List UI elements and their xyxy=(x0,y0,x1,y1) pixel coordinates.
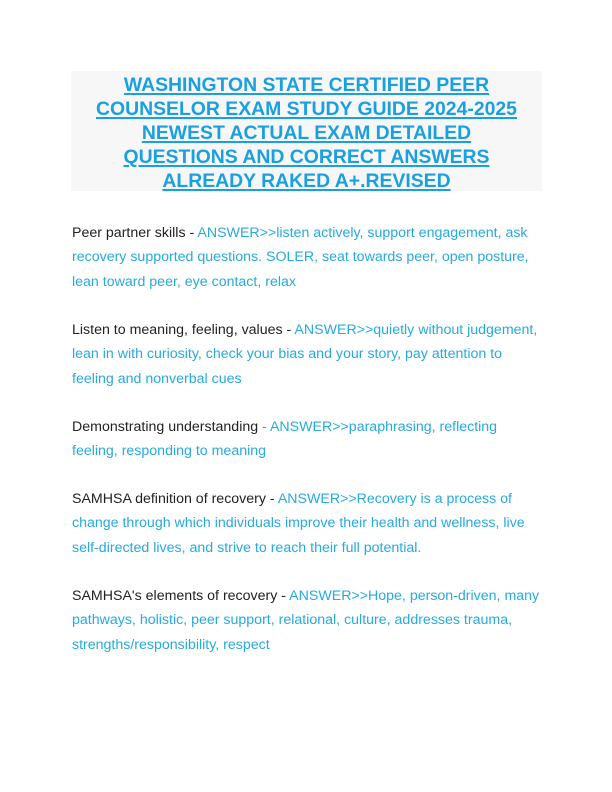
answer-text: ANSWER>>Recovery is a process of xyxy=(277,491,512,507)
answer-text: feeling and nonverbal cues xyxy=(72,370,242,387)
qa-item xyxy=(72,584,547,657)
qa-item xyxy=(72,318,547,391)
answer-text: change through which individuals improve their health and wellness, live xyxy=(72,515,525,532)
answer-text: self-directed lives, and strive to reach their full potential. xyxy=(72,539,422,556)
question-text: SAMHSA definition of recovery - xyxy=(72,491,278,507)
title-line: WASHINGTON STATE CERTIFIED PEER xyxy=(123,74,490,96)
qa-line xyxy=(72,584,547,608)
qa-line xyxy=(72,318,547,342)
answer-text: ANSWER>>quietly without judgement, xyxy=(294,322,538,338)
answer-text: recovery supported questions. SOLER, seat towards peer, open posture, xyxy=(72,249,529,266)
qa-item xyxy=(72,221,547,294)
question-text: SAMHSA's elements of recovery - xyxy=(72,588,290,604)
answer-text: ANSWER>>listen actively, support engagement, ask xyxy=(197,225,528,241)
title-line: NEWEST ACTUAL EXAM DETAILED xyxy=(141,122,472,144)
title-line: COUNSELOR EXAM STUDY GUIDE 2024-2025 xyxy=(96,98,517,120)
title-line: ALREADY RAKED A+.REVISED xyxy=(162,170,451,192)
qa-line xyxy=(72,415,547,439)
document-title xyxy=(71,71,542,191)
answer-text: lean in with curiosity, check your bias and your story, pay attention to xyxy=(72,346,503,363)
qa-line xyxy=(72,221,547,245)
qa-item xyxy=(72,487,547,560)
question-text: Demonstrating understanding xyxy=(72,419,259,435)
answer-text: ANSWER>>Hope, person-driven, many xyxy=(289,588,540,604)
qa-line xyxy=(72,487,547,511)
answer-text: pathways, holistic, peer support, relational, culture, addresses trauma, xyxy=(72,612,513,629)
answer-text: lean toward peer, eye contact, relax xyxy=(72,273,296,290)
qa-item xyxy=(72,415,547,464)
answer-text: feeling, responding to meaning xyxy=(72,443,267,460)
question-text: Peer partner skills - xyxy=(72,225,198,241)
question-text: Listen to meaning, feeling, values - xyxy=(72,322,295,338)
answer-text: strengths/responsibility, respect xyxy=(72,636,270,653)
title-line: QUESTIONS AND CORRECT ANSWERS xyxy=(123,146,490,168)
answer-text: - ANSWER>>paraphrasing, reflecting xyxy=(258,419,498,435)
